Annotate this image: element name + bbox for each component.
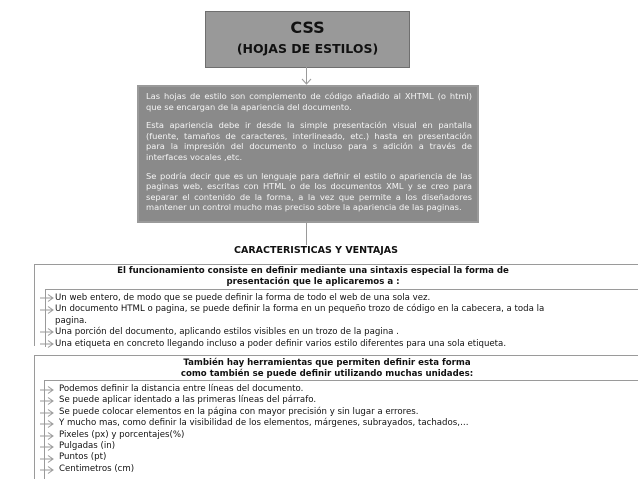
list-item: Y mucho mas, como definir la visibilidad de los elementos, márgenes, subrayados, tachados,…: [59, 418, 469, 429]
section2-title: [8, 358, 638, 380]
list-item: Una etiqueta en concreto llegando incluso a poder definir varios estilo diferentes para una sola etiqueta.: [55, 338, 507, 349]
description-paragraph: Esta apariencia debe ir desde la simple presentación visual en pantalla (fuente, tamaños de caracteres, interlineado, etc.) hasta en presentación para la impresión del documento o incluso para s adición a través de interfaces vocales ,etc.: [146, 120, 472, 162]
arrow-right-icon: [40, 455, 54, 463]
list-item: Un documento HTML o pagina, se puede definir la forma en un pequeño trozo de código en la cabecera, a toda la: [55, 304, 545, 315]
characteristics-heading: CARACTERISTICAS Y VENTAJAS: [234, 245, 398, 256]
section1-under-line: [45, 289, 638, 290]
list-item: Una porción del documento, aplicando estilos visibles en un trozo de la pagina .: [55, 327, 399, 338]
list-item: Centimetros (cm): [59, 463, 135, 474]
section1-title: [0, 266, 632, 288]
section2-inner-line: [44, 380, 45, 479]
arrow-right-icon: [40, 328, 54, 336]
title-css: CSS: [290, 18, 325, 37]
arrow-right-icon: [40, 420, 54, 428]
section1-title-line1: El funcionamiento consiste en definir mediante una sintaxis especial la forma de: [117, 266, 509, 276]
description-paragraph: Se podría decir que es un lenguaje para definir el estilo o apariencia de las paginas web, escritas con HTML o de los documentos XML y se creo para separar el contenido de la forma, a la vez que permite a los diseñadores mantener un control mucho mas preciso sobre la apariencia de las paginas.: [146, 170, 472, 213]
title-box: [205, 11, 410, 68]
list-item: Se puede colocar elementos en la página con mayor precisión y sin lugar a errores.: [59, 406, 419, 417]
arrow-right-icon: [40, 409, 54, 417]
list-item: Podemos definir la distancia entre líneas del documento.: [59, 384, 304, 394]
arrow-right-icon: [40, 466, 54, 474]
list-item: Se puede aplicar identado a las primeras líneas del párrafo.: [59, 395, 317, 406]
list-item: Pixeles (px) y porcentajes(%): [59, 429, 185, 440]
arrow-right-icon: [40, 306, 54, 314]
arrow-right-icon: [40, 443, 54, 451]
section2-list: [59, 384, 629, 475]
section2-under-line: [44, 380, 638, 381]
section2-top-line: [34, 355, 638, 356]
title-subtitle: (HOJAS DE ESTILOS): [236, 41, 379, 56]
section1-list: [55, 293, 625, 350]
section1-title-line2: presentación que le aplicaremos a :: [226, 277, 400, 287]
section1-top-line: [34, 264, 638, 265]
list-item: Pulgadas (in): [59, 441, 116, 452]
arrow-right-icon: [40, 340, 54, 348]
section2-title-line2: como también se puede definir utilizando muchas unidades:: [180, 369, 474, 379]
arrow-right-icon: [40, 386, 54, 394]
connector-desc-heading: [306, 223, 307, 245]
list-item: pagina.: [55, 315, 88, 326]
arrow-right-icon: [40, 397, 54, 405]
arrow-right-icon: [40, 294, 54, 302]
list-item: Un web entero, de modo que se puede definir la forma de todo el web de una sola vez.: [55, 293, 431, 303]
list-item: Puntos (pt): [59, 452, 107, 463]
section2-title-line1: También hay herramientas que permiten definir esta forma: [183, 358, 471, 368]
description-box: [137, 85, 479, 223]
arrow-right-icon: [40, 432, 54, 440]
description-paragraph: Las hojas de estilo son complemento de código añadido al XHTML (o html) que se encargan de la apariencia del documento.: [146, 91, 472, 112]
